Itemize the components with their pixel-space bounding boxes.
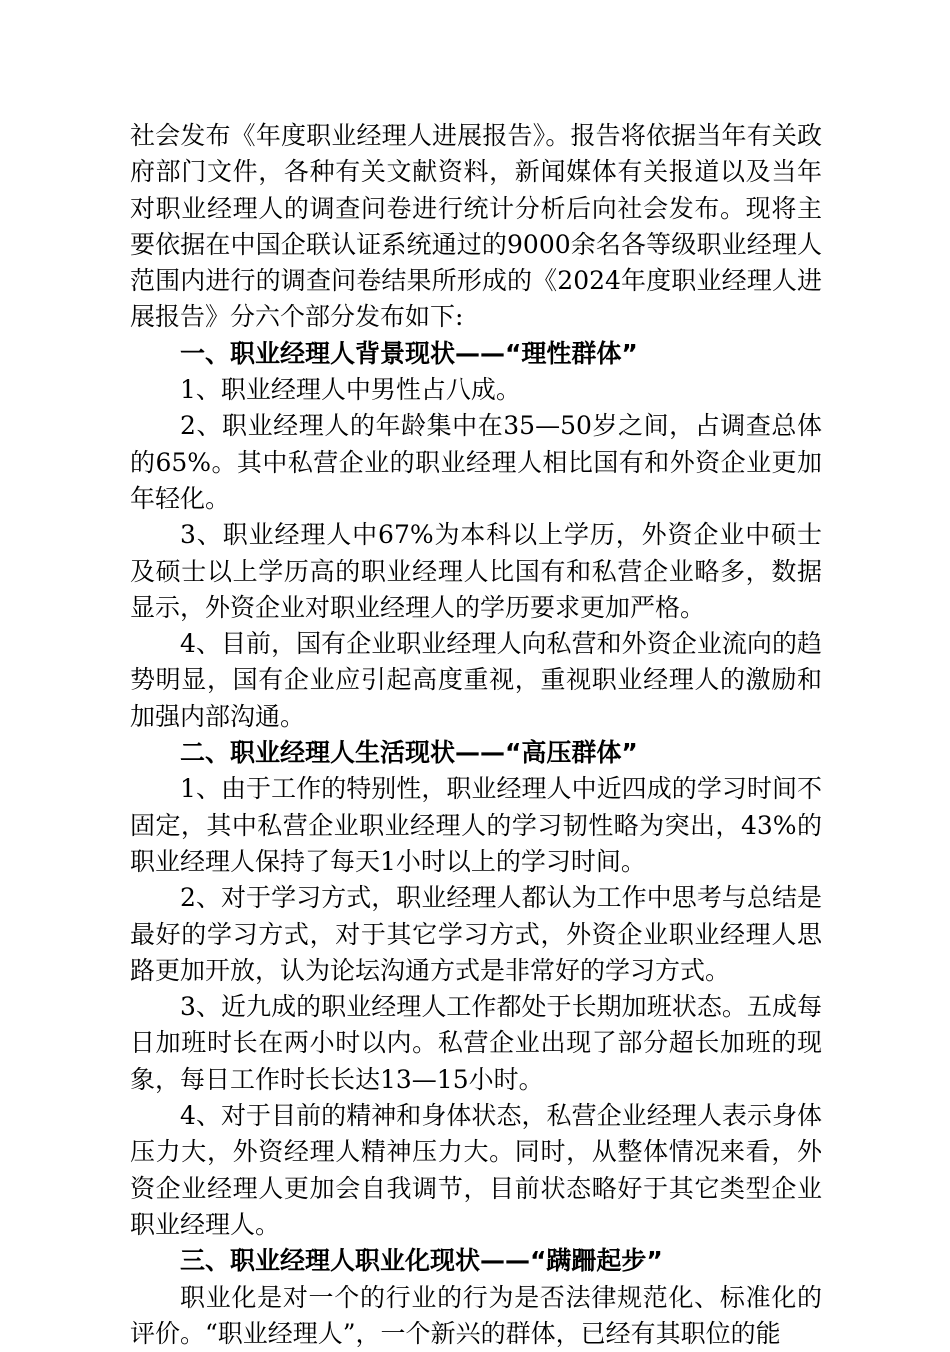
section-heading-professionalization: 三、职业经理人职业化现状——“蹒跚起步”	[130, 1243, 822, 1279]
paragraph-3-1: 职业化是对一个的行业的行为是否法律规范化、标准化的评价。“职业经理人”，一个新兴的群体，已经有其职位的能	[130, 1280, 822, 1352]
paragraph-1-3: 3、职业经理人中67%为本科以上学历，外资企业中硕士及硕士以上学历高的职业经理人比国有和私营企业略多，数据显示，外资企业对职业经理人的学历要求更加严格。	[130, 517, 822, 626]
paragraph-1-2: 2、职业经理人的年龄集中在35—50岁之间，占调查总体的65%。其中私营企业的职业经理人相比国有和外资企业更加年轻化。	[130, 408, 822, 517]
document-page	[130, 118, 822, 1352]
paragraph-2-1: 1、由于工作的特别性，职业经理人中近四成的学习时间不固定，其中私营企业职业经理人的学习韧性略为突出，43%的职业经理人保持了每天1小时以上的学习时间。	[130, 771, 822, 880]
paragraph-2-4: 4、对于目前的精神和身体状态，私营企业经理人表示身体压力大，外资经理人精神压力大。同时，从整体情况来看，外资企业经理人更加会自我调节，目前状态略好于其它类型企业职业经理人。	[130, 1098, 822, 1243]
paragraph-1-1: 1、职业经理人中男性占八成。	[130, 372, 822, 408]
paragraph-1-4: 4、目前，国有企业职业经理人向私营和外资企业流向的趋势明显，国有企业应引起高度重视，重视职业经理人的激励和加强内部沟通。	[130, 626, 822, 735]
section-heading-life: 二、职业经理人生活现状——“高压群体”	[130, 735, 822, 771]
paragraph-2-3: 3、近九成的职业经理人工作都处于长期加班状态。五成每日加班时长在两小时以内。私营企业出现了部分超长加班的现象，每日工作时长长达13—15小时。	[130, 989, 822, 1098]
section-heading-background: 一、职业经理人背景现状——“理性群体”	[130, 336, 822, 372]
intro-paragraph: 社会发布《年度职业经理人进展报告》。报告将依据当年有关政府部门文件，各种有关文献资料，新闻媒体有关报道以及当年对职业经理人的调查问卷进行统计分析后向社会发布。现将主要依据在中国企联认证系统通过的9000余名各等级职业经理人范围内进行的调查问卷结果所形成的《2024年度职业经理人进展报告》分六个部分发布如下:	[130, 118, 822, 336]
paragraph-2-2: 2、对于学习方式，职业经理人都认为工作中思考与总结是最好的学习方式，对于其它学习方式，外资企业职业经理人思路更加开放，认为论坛沟通方式是非常好的学习方式。	[130, 880, 822, 989]
